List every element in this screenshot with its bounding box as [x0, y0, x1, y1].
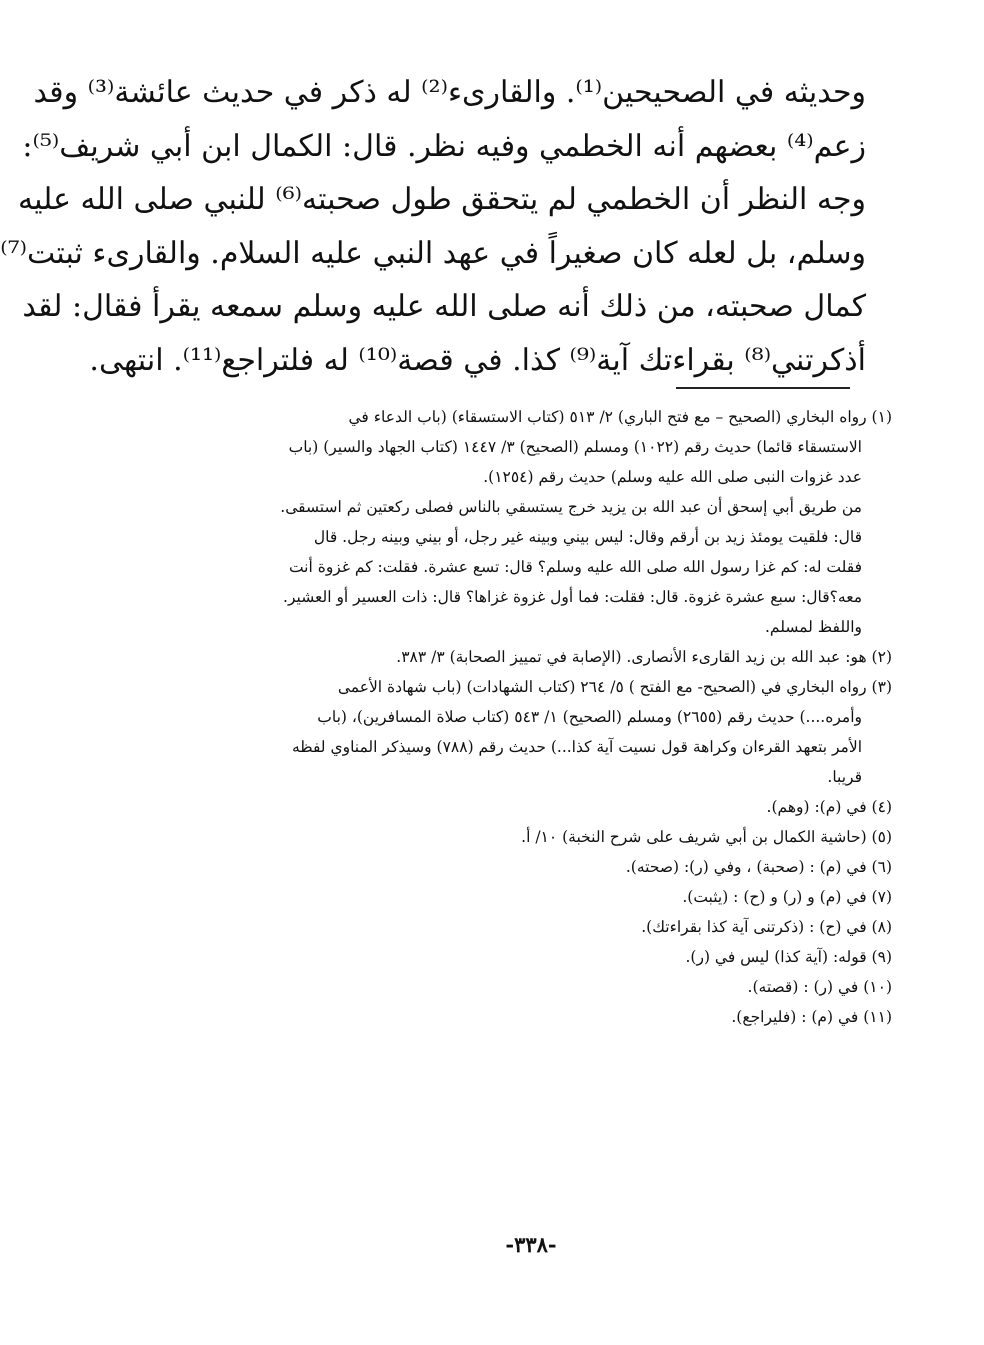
body-line: زعم⁽⁴⁾ بعضهم أنه الخطمي وفيه نظر. قال: الكمال ابن أبي شريف⁽⁵⁾: [22, 128, 866, 164]
footnote-line: (٨) في (ح) : (ذكرتنى آية كذا بقراءتك). [641, 918, 892, 936]
footnote-11 [172, 1002, 892, 1032]
footnote-line: الأمر بتعهد القرءان وكراهة قول نسيت آية كذا...) حديث رقم (٧٨٨) وسيذكر المناوي لفظه [291, 738, 862, 756]
footnote-line: وأمره....) حديث رقم (٢٦٥٥) ومسلم (الصحيح) ١/ ٥٤٣ (كتاب صلاة المسافرين)، (باب [317, 708, 862, 726]
footnote-line: (١) رواه البخاري (الصحيح – مع فتح الباري) ٢/ ٥١٣ (كتاب الاستسقاء) (باب الدعاء في [348, 408, 892, 426]
body-line: وحديثه في الصحيحين⁽¹⁾. والقارىء⁽²⁾ له ذكر في حديث عائشة⁽³⁾ وقد [33, 75, 866, 110]
footnote-3 [172, 672, 892, 792]
page-number: -٣٣٨- [505, 1232, 557, 1257]
body-line: كمال صحبته، من ذلك أنه صلى الله عليه وسلم سمعه يقرأ فقال: لقد [22, 289, 866, 324]
footnote-2 [172, 642, 892, 672]
footnote-line: (٣) رواه البخاري في (الصحيح- مع الفتح ) ٥/ ٢٦٤ (كتاب الشهادات) (باب شهادة الأعمى [337, 678, 892, 696]
footnote-7 [172, 882, 892, 912]
footnote-10 [172, 972, 892, 1002]
footnote-1 [172, 402, 892, 642]
footnote-line: واللفظ لمسلم. [764, 618, 862, 636]
footnote-4 [172, 792, 892, 822]
footnote-line: قال: فلقيت يومئذ زيد بن أرقم وقال: ليس بيني وبينه غير رجل، أو بيني وبينه رجل. قال [313, 528, 862, 546]
footnote-line: (١٠) في (ر) : (قصته). [747, 978, 892, 996]
footnote-line: (٩) قوله: (آية كذا) ليس في (ر). [685, 948, 892, 966]
main-body-text [0, 66, 866, 387]
footnotes [172, 402, 892, 1032]
footnote-separator [676, 387, 850, 389]
body-line: وجه النظر أن الخطمي لم يتحقق طول صحبته⁽⁶⁾ للنبي صلى الله عليه [18, 182, 866, 217]
footnote-line: (٥) (حاشية الكمال بن أبي شريف على شرح النخبة) ١٠/ أ. [521, 828, 892, 846]
footnote-line: الاستسقاء قائما) حديث رقم (١٠٢٢) ومسلم (الصحيح) ٣/ ١٤٤٧ (كتاب الجهاد والسير) (باب [288, 438, 862, 456]
footnote-line: (٦) في (م) : (صحبة) ، وفي (ر): (صحته). [625, 858, 892, 876]
footnote-line: (٢) هو: عبد الله بن زيد القارىء الأنصارى. (الإصابة في تمييز الصحابة) ٣/ ٣٨٣. [396, 648, 892, 666]
footnote-line: معه؟قال: سبع عشرة غزوة. قال: فقلت: فما أول غزوة غزاها؟ قال: ذات العسير أو العشير. [283, 588, 862, 606]
footnote-8 [172, 912, 892, 942]
body-line: وسلم، بل لعله كان صغيراً في عهد النبي عليه السلام. والقارىء ثبتت⁽⁷⁾ [0, 235, 866, 271]
footnote-line: عدد غزوات النبى صلى الله عليه وسلم) حديث رقم (١٢٥٤). [483, 468, 862, 486]
footnote-line: فقلت له: كم غزا رسول الله صلى الله عليه وسلم؟ قال: تسع عشرة. فقلت: كم غزوة أنت [288, 558, 862, 576]
footnote-line: قريبا. [827, 768, 862, 786]
body-line: أذكرتني⁽⁸⁾ بقراءتك آية⁽⁹⁾ كذا. في قصة⁽¹⁰⁾ له فلتراجع⁽¹¹⁾. انتهى. [89, 342, 866, 378]
footnote-line: (١١) في (م) : (فليراجع). [731, 1008, 892, 1026]
footnote-5 [172, 822, 892, 852]
footnote-9 [172, 942, 892, 972]
footnote-line: من طريق أبي إسحق أن عبد الله بن يزيد خرج يستسقي بالناس فصلى ركعتين ثم استسقى. [280, 498, 862, 516]
footnote-6 [172, 852, 892, 882]
footnote-line: (٤) في (م): (وهم). [766, 798, 892, 816]
footnote-line: (٧) في (م) و (ر) و (ح) : (يثبت). [682, 888, 892, 906]
